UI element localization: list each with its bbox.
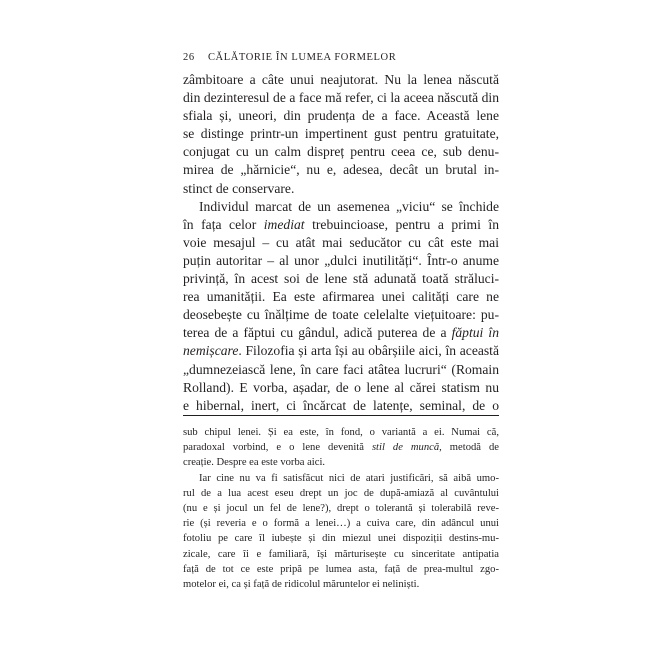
text-line: „dumnezeiască lene, în care faci atâtea lucruri“ (Romain: [183, 361, 499, 377]
note-line: fotoliu pe care îl iubește și din miezul unei dispoziții destins-mu-: [183, 533, 499, 545]
text-segment: paradoxal vorbind, e o lene devenită: [183, 442, 372, 454]
emphasis: imediat: [263, 216, 305, 232]
footnote-text: [183, 425, 499, 592]
text-line: rea umanității. Ea este afirmarea unei calități care ne: [183, 289, 499, 305]
text-line: se distinge printr-un impertinent gust pentru gratuitate,: [183, 126, 499, 142]
footnote-divider: [183, 415, 499, 416]
text-line: [183, 216, 499, 234]
text-line: [183, 342, 499, 360]
note-line: rul de a lua acest eseu drept un joc de după-amiază al cuvântului: [183, 487, 499, 499]
running-header: [183, 52, 396, 63]
note-line: Iar cine nu va fi satisfăcut nici de atari justificări, să aibă umo-: [199, 472, 499, 484]
note-line: (nu e și jocul un fel de lene?), drept o tolerantă și tolerabilă reve-: [183, 503, 499, 515]
running-title: CĂLĂTORIE ÎN LUMEA FORMELOR: [207, 52, 397, 63]
emphasis: nemișcare: [183, 343, 239, 359]
note-line: zicale, care îi e familiară, își mărturisește cu sinceritate antipatia: [183, 548, 499, 560]
main-text: [183, 71, 499, 415]
text-line: [183, 324, 499, 342]
text-line: voie mesajul – cu atât mai seducător cu cât este mai: [183, 234, 499, 250]
text-segment: trebuincioase, pentru a primi în: [304, 216, 499, 232]
note-line: rie (și reveria e o formă a lenei…) a cuiva care, din adâncul unui: [183, 518, 499, 530]
text-line: zâmbitoare a câte unui neajutorat. Nu la lenea născută: [183, 72, 499, 87]
emphasis: stil de muncă: [371, 442, 440, 454]
text-line: puțin autoritar – al unor „dulci inutilități“. Într-o anume: [183, 252, 499, 268]
text-line: conjugat cu un calm dispreț pentru ceea ce, sub denu-: [183, 144, 499, 160]
page-number: 26: [183, 52, 195, 63]
text-line: privință, în acest soi de lene stă adunată toată străluci-: [183, 271, 499, 287]
emphasis: făptui în: [451, 325, 499, 341]
text-segment: în fața celor: [183, 216, 264, 232]
text-line: deosebește cu înălțime de toate celelalte viețuitoare: pu-: [183, 307, 499, 323]
text-line: sfiala și, uneori, din prudența de a face. Această lene: [183, 108, 499, 124]
text-line: stinct de conservare.: [183, 180, 295, 196]
text-line: din dezinteresul de a face mă refer, ci la aceea născută din: [183, 90, 499, 106]
note-line: motelor ei, ca și față de ridicolul măruntelor ei neliniști.: [183, 579, 420, 591]
text-line: e hibernal, inert, ci încărcat de latențe, seminal, de o: [183, 397, 499, 413]
text-line: Rolland). E vorba, așadar, de o lene al cărei statism nu: [183, 379, 499, 395]
text-line: mirea de „hărnicie“, nu e, adesea, decât un brutal in-: [183, 162, 499, 178]
text-segment: , metodă de: [439, 442, 499, 454]
text-segment: . Filozofia și arta își au obârșiile aici, în această: [238, 343, 499, 359]
note-line: [183, 440, 499, 455]
note-line: creație. Despre ea este vorba aici.: [183, 457, 326, 469]
text-segment: terea de a făptui cu gândul, adică puterea de a: [183, 325, 452, 341]
text-line: Individul marcat de un asemenea „viciu“ se închide: [199, 198, 499, 214]
note-line: față de tot ce este pripă pe lumea asta, față de prea-multul zgo-: [183, 563, 499, 575]
note-line: sub chipul lenei. Și ea este, în fond, o variantă a ei. Numai că,: [183, 427, 499, 438]
